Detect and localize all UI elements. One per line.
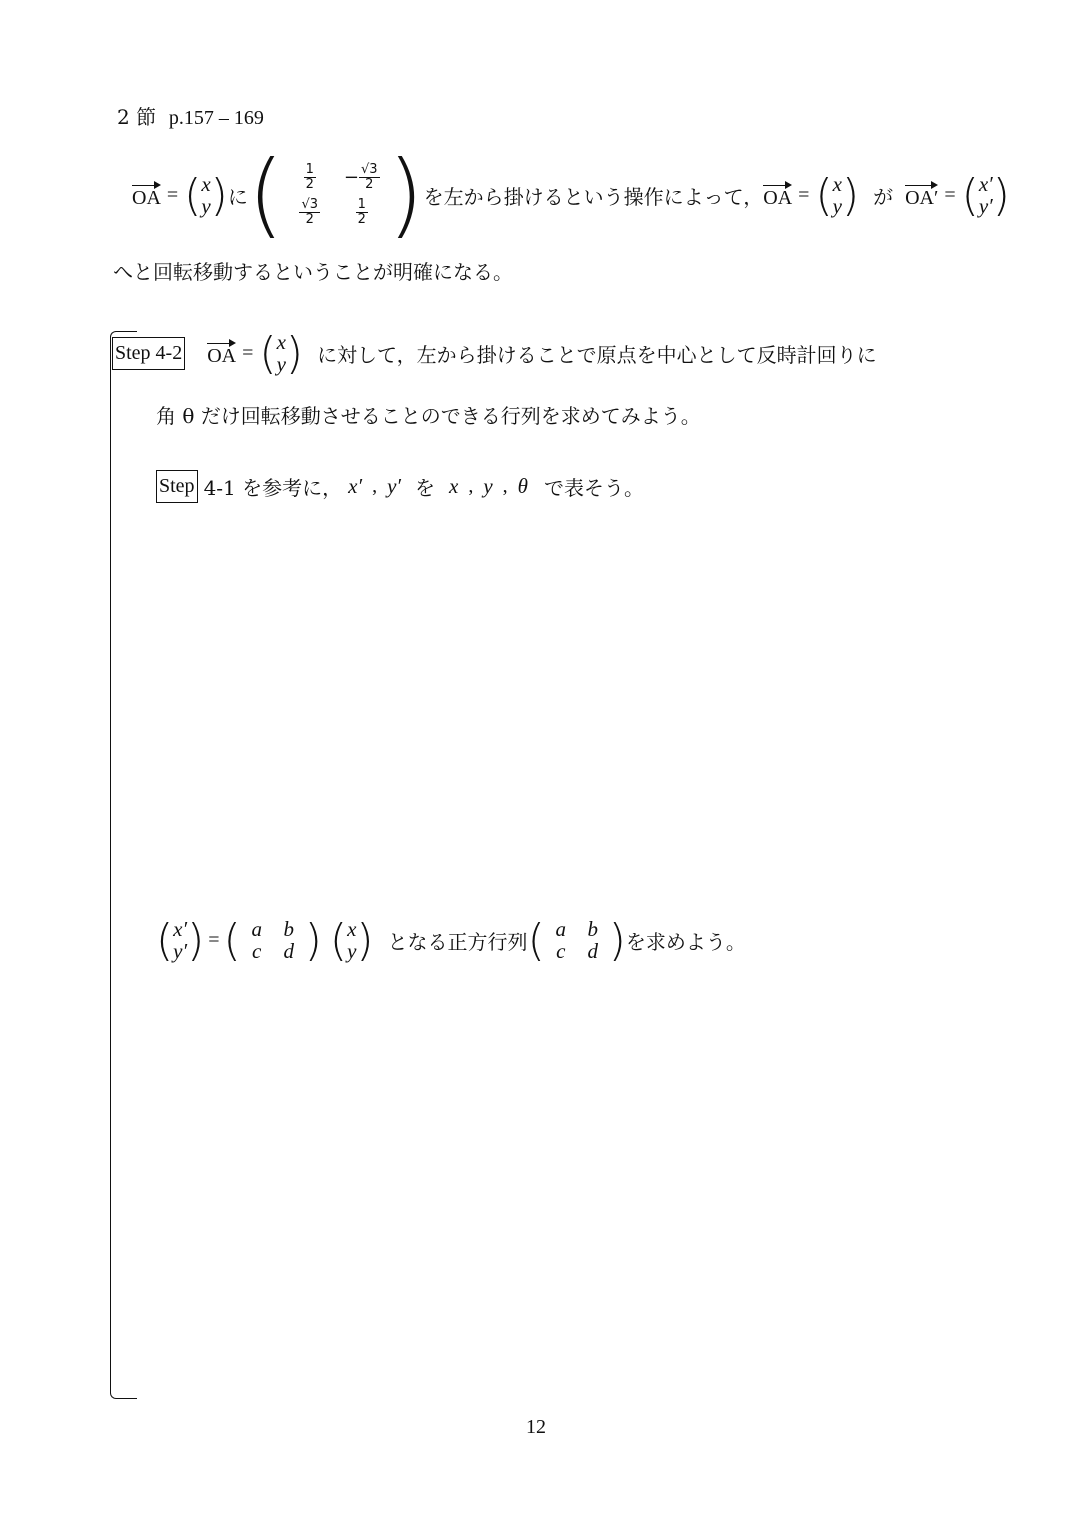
step-ref-text: 4-1 を参考に， (203, 475, 343, 500)
step-text-2: 角 θ だけ回転移動させることのできる行列を求めてみよう。 (156, 404, 701, 428)
column-vector-xpyp: ( x′ y′ ) (961, 169, 1010, 221)
page-range: p.157 – 169 (168, 107, 264, 129)
vector-oa-prime: OA′ (905, 181, 938, 210)
equals-sign: = (166, 183, 179, 206)
vector-oa: OA (132, 181, 161, 210)
matrix-eq-text: となる正方行列 (387, 929, 528, 954)
particle-ga: が (873, 184, 894, 209)
step-heading-line (112, 327, 877, 379)
equals-sign-3: = (944, 183, 956, 206)
column-vector-xy-eq: ( x y ) (329, 914, 374, 966)
vector-oa-step: OA (207, 339, 236, 368)
var-y-2: y (483, 473, 493, 498)
section-number: 2 節 (117, 105, 157, 129)
column-vector-xy-step: ( x y ) (259, 327, 304, 379)
equals-sign-eq: = (208, 928, 220, 951)
equals-sign-2: = (798, 183, 810, 206)
vector-oa-2: OA (763, 181, 792, 210)
particle-ni: に (227, 184, 248, 209)
matrix-abcd: ( a b c d ) (223, 914, 322, 966)
var-x: x (201, 172, 211, 196)
intro-conclusion: へと回転移動するということが明確になる。 (113, 260, 513, 284)
column-vector-xy-2: ( x y ) (815, 169, 860, 221)
m21: $\frac{√3}{2}$ (301, 197, 319, 227)
matrix-abcd-2: ( a b c d ) (527, 914, 626, 966)
section-header (117, 101, 264, 130)
step-ref-label: Step (156, 470, 198, 503)
var-y-prime: y′ (387, 473, 401, 498)
m12: − $\frac{√3}{2}$ (343, 162, 378, 192)
step-ref-tail: で表そう。 (543, 475, 644, 500)
intro-operation-text: を左から掛けるという操作によって， (423, 184, 764, 209)
step-bracket (110, 331, 137, 1399)
var-theta: θ (517, 473, 528, 498)
comma-1: , (372, 474, 378, 497)
particle-wo: を (414, 475, 435, 500)
m11: $\frac{1}{2}$ (305, 162, 314, 192)
step-label: Step 4-2 (112, 337, 185, 370)
m22: $\frac{1}{2}$ (357, 197, 366, 227)
column-vector-xy: ( x y ) (184, 169, 228, 221)
comma-2: , (468, 474, 474, 497)
step-reference-line (156, 467, 644, 505)
var-y: y (201, 194, 211, 218)
rotation-matrix: ( $\frac{1}{2}$ − $\frac{√3}{2}$ $\frac{√3}{2}$ $\frac{1}{2}$ ) (247, 141, 424, 248)
var-x-prime: x′ (348, 473, 363, 498)
intro-formula-line (132, 141, 1010, 248)
matrix-eq-tail: を求めよう。 (625, 929, 746, 954)
page-number: 12 (526, 1416, 546, 1438)
comma-3: , (502, 474, 508, 497)
step-text-1: に対して，左から掛けることで原点を中心として反時計回りに (317, 342, 877, 367)
equals-sign-step: = (242, 341, 254, 364)
column-vector-xpyp-eq: ( x′ y′ ) (156, 914, 205, 966)
matrix-equation-line (156, 912, 746, 968)
var-x-2: x (448, 473, 459, 498)
